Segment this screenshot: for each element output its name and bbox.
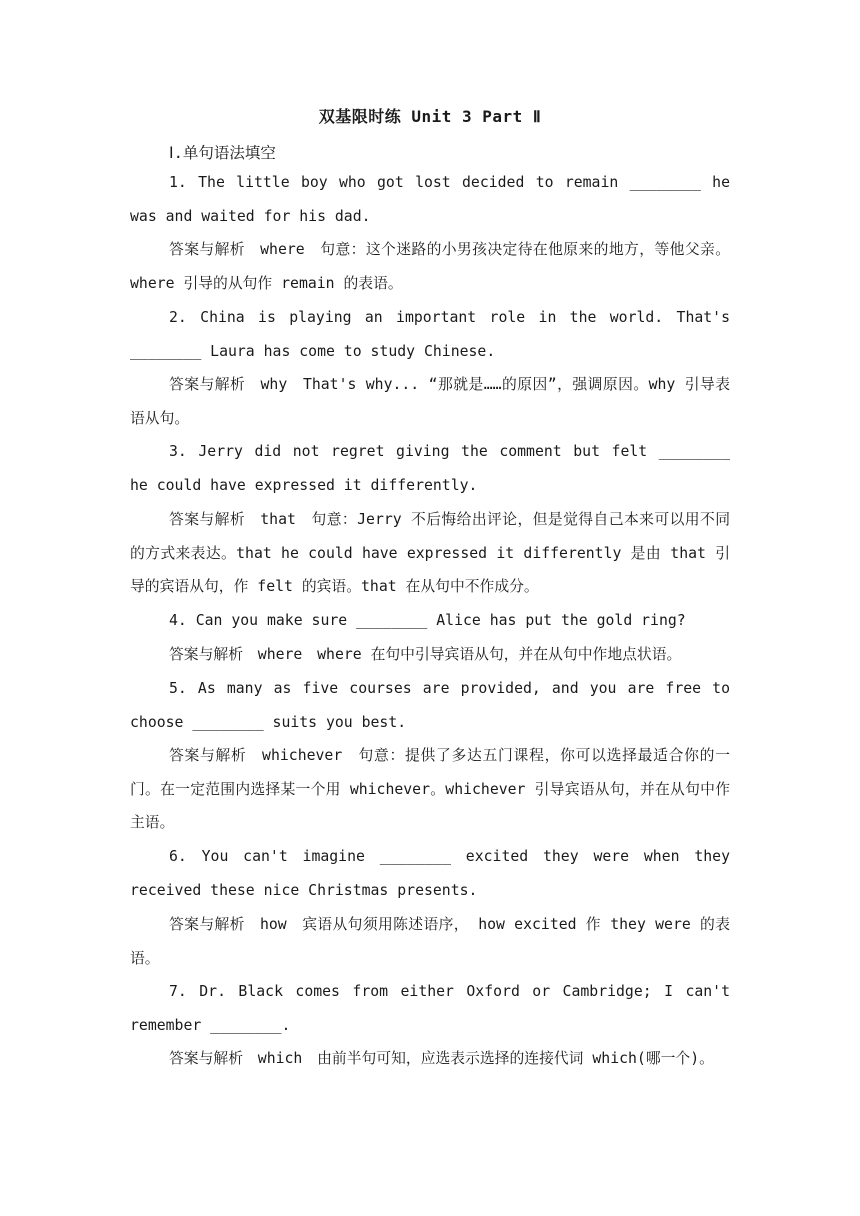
answer-5: 答案与解析 whichever 句意：提供了多达五门课程，你可以选择最适合你的一门。在一定范围内选择某一个用 whichever。whichever 引导宾语从句，并在从句中作主语。 bbox=[130, 747, 730, 832]
answer-4: 答案与解析 where where 在句中引导宾语从句，并在从句中作地点状语。 bbox=[169, 646, 682, 663]
question-5: 5. As many as five courses are provided, and you are free to choose ________ suits you best. bbox=[130, 680, 730, 731]
question-4: 4. Can you make sure ________ Alice has put the gold ring? bbox=[169, 612, 686, 629]
question-6: 6. You can't imagine ________ excited they were when they received these nice Christmas presents. bbox=[130, 848, 730, 899]
answer-3: 答案与解析 that 句意：Jerry 不后悔给出评论，但是觉得自己本来可以用不同的方式来表达。that he could have expressed it differently 是由 that 引导的宾语从句，作 felt 的宾语。that 在从句中不作成分。 bbox=[130, 511, 730, 596]
answer-6: 答案与解析 how 宾语从句须用陈述语序， how excited 作 they were 的表语。 bbox=[130, 916, 730, 967]
question-7: 7. Dr. Black comes from either Oxford or Cambridge; I can't remember ________. bbox=[130, 983, 730, 1034]
answer-1: 答案与解析 where 句意：这个迷路的小男孩决定待在他原来的地方，等他父亲。where 引导的从句作 remain 的表语。 bbox=[130, 241, 730, 292]
section-heading: Ⅰ.单句语法填空 bbox=[169, 144, 276, 162]
question-3: 3. Jerry did not regret giving the comment but felt ________ he could have expressed it differently. bbox=[130, 443, 730, 494]
document-title: 双基限时练 Unit 3 Part Ⅱ bbox=[318, 107, 542, 126]
answer-7: 答案与解析 which 由前半句可知，应选表示选择的连接代词 which(哪一个)。 bbox=[169, 1050, 714, 1067]
answer-2: 答案与解析 why That's why... “那就是……的原因”，强调原因。why 引导表语从句。 bbox=[130, 376, 730, 427]
question-2: 2. China is playing an important role in the world. That's ________ Laura has come to study Chinese. bbox=[130, 309, 730, 360]
question-1: 1. The little boy who got lost decided to remain ________ he was and waited for his dad. bbox=[130, 174, 730, 225]
